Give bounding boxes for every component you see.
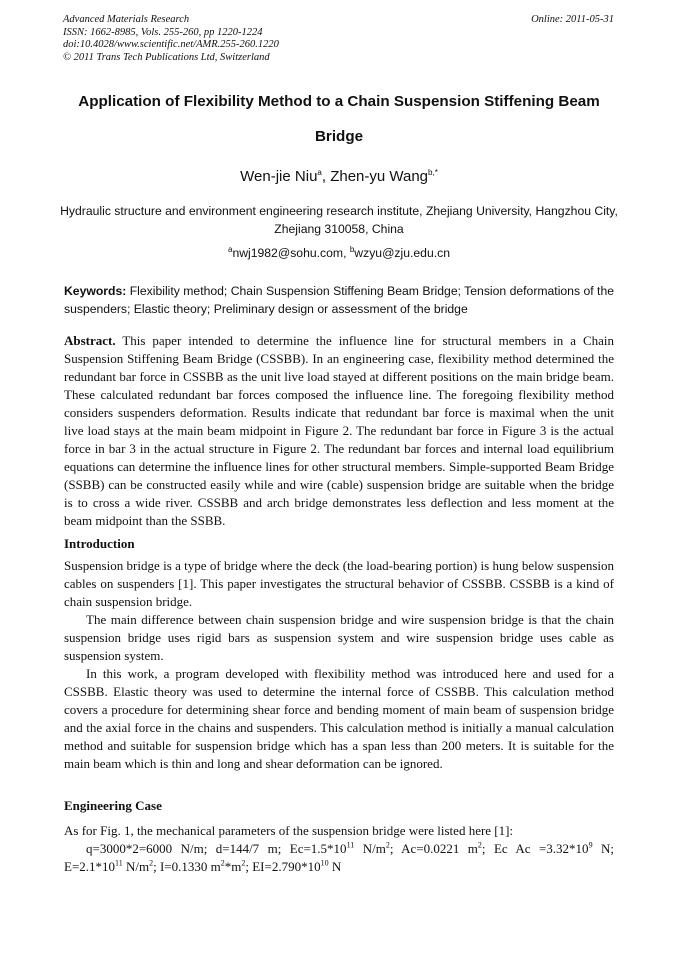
paper-title-line2: Bridge bbox=[314, 128, 364, 145]
doi-line: doi:10.4028/www.scientific.net/AMR.255-260.1220 bbox=[63, 39, 279, 50]
author-list bbox=[0, 167, 678, 186]
param-text: ; EI=2.790*10 bbox=[245, 859, 321, 874]
param-text: E=2.1*10 bbox=[64, 859, 116, 874]
engineering-case-body bbox=[64, 822, 614, 876]
author-name: Wen-jie Niu bbox=[240, 168, 318, 185]
author-separator: , bbox=[321, 168, 331, 185]
email-list bbox=[0, 245, 678, 262]
exponent: 11 bbox=[115, 858, 123, 868]
param-text: N bbox=[328, 859, 342, 874]
exponent: 10 bbox=[320, 858, 329, 868]
param-text: N/m bbox=[122, 859, 150, 874]
email-mark: a bbox=[227, 244, 233, 254]
paragraph: Suspension bridge is a type of bridge where the deck (the load-bearing portion) is hung below suspension cables on suspenders [1]. This paper investigates the structural behavior of CSSBB. CSSBB is a kind of chain suspension bridge. bbox=[64, 558, 614, 609]
param-text: q=3000*2=6000 N/m; d=144/7 m; Ec=1.5*10 bbox=[86, 841, 347, 856]
journal-name: Advanced Materials Research bbox=[63, 14, 190, 25]
copyright-line: © 2011 Trans Tech Publications Ltd, Switzerland bbox=[63, 51, 270, 63]
paragraph: The main difference between chain suspension bridge and wire suspension bridge is that the chain suspension bridge uses rigid bars as suspension system and wire suspension bridge uses cable as suspension system. bbox=[64, 612, 614, 663]
abstract bbox=[64, 332, 614, 530]
author-affiliation-mark: b,* bbox=[428, 168, 438, 177]
exponent: 2 bbox=[241, 858, 246, 868]
exponent: 2 bbox=[385, 840, 390, 850]
section-heading: Engineering Case bbox=[64, 798, 162, 813]
paper-title-line1: Application of Flexibility Method to a Chain Suspension Stiffening Beam bbox=[78, 93, 600, 110]
author-affiliation-mark: a bbox=[317, 168, 322, 177]
issn-line: ISSN: 1662-8985, Vols. 255-260, pp 1220-1224 bbox=[63, 26, 263, 38]
param-text: ; I=0.1330 m bbox=[153, 859, 221, 874]
parameter-list bbox=[64, 840, 614, 876]
affiliation: Hydraulic structure and environment engineering research institute, Zhejiang University, Hangzhou City, Zhejiang 310058, China bbox=[60, 204, 618, 236]
keywords-text: Flexibility method; Chain Suspension Stiffening Beam Bridge; Tension deformations of the suspenders; Elastic theory; Preliminary design or assessment of the bridge bbox=[64, 284, 614, 316]
exponent: 2 bbox=[220, 858, 225, 868]
exponent: 2 bbox=[149, 858, 154, 868]
param-text: N/m bbox=[354, 841, 386, 856]
author-name: Zhen-yu Wang bbox=[330, 168, 429, 185]
paragraph: As for Fig. 1, the mechanical parameters of the suspension bridge were listed here [1]: bbox=[64, 823, 514, 838]
email-mark: b bbox=[349, 244, 355, 254]
introduction-body bbox=[64, 557, 614, 773]
paragraph: In this work, a program developed with flexibility method was introduced here and used for a CSSBB. Elastic theory was used to determine the internal force of CSSBB. This calculation method covers a procedure for determining shear force and bending moment of main beam of suspension bridge and the axial force in the chains and suspenders. This calculation method is initially a manual calculation method and suitable for suspension bridge which has a span less than 200 meters. It is suitable for the main beam which is thin and long and shear deformation can be ignored. bbox=[64, 666, 614, 771]
exponent: 11 bbox=[346, 840, 355, 850]
email-separator: , bbox=[343, 246, 350, 260]
exponent: 9 bbox=[588, 840, 593, 850]
param-text: N; bbox=[592, 841, 614, 856]
journal-header bbox=[63, 14, 279, 64]
param-text: ; Ec Ac =3.32*10 bbox=[481, 841, 589, 856]
email-link[interactable]: nwj1982@sohu.com bbox=[232, 246, 344, 260]
param-text: ; Ac=0.0221 m bbox=[389, 841, 478, 856]
keywords bbox=[64, 282, 614, 318]
param-text: *m bbox=[224, 859, 242, 874]
exponent: 2 bbox=[477, 840, 482, 850]
abstract-text: This paper intended to determine the influence line for structural members in a Chain Suspension Stiffening Beam Bridge (CSSBB). In an engineering case, flexibility method determined the redundant bar force in CSSBB as the unit live load stayed at different positions on the main bridge beam. These calculated redundant bar forces composed the influence line. The foregoing flexibility method considers suspenders deformation. Results indicate that redundant bar force is maximal when the unit live load stays at the main beam midpoint in Figure 2. The redundant bar force in Figure 3 is the actual force in bar 3 in the actual structure in Figure 2. The redundant bar forces and internal load equilibrium equations can determine the influence lines for other structural members. Simple-supported Beam Bridge (SSBB) can be constructed easily while and wire (cable) suspension bridge are suitable when the bridge is to cross a wide river. CSSBB and arch bridge demonstrates less deflection and less moment at the beam midpoint than the SSBB. bbox=[64, 333, 614, 528]
online-date: Online: 2011-05-31 bbox=[531, 14, 614, 25]
section-heading: Introduction bbox=[64, 536, 135, 551]
email-link[interactable]: wzyu@zju.edu.cn bbox=[354, 246, 450, 260]
abstract-label: Abstract. bbox=[64, 333, 116, 348]
keywords-label: Keywords: bbox=[64, 284, 127, 298]
